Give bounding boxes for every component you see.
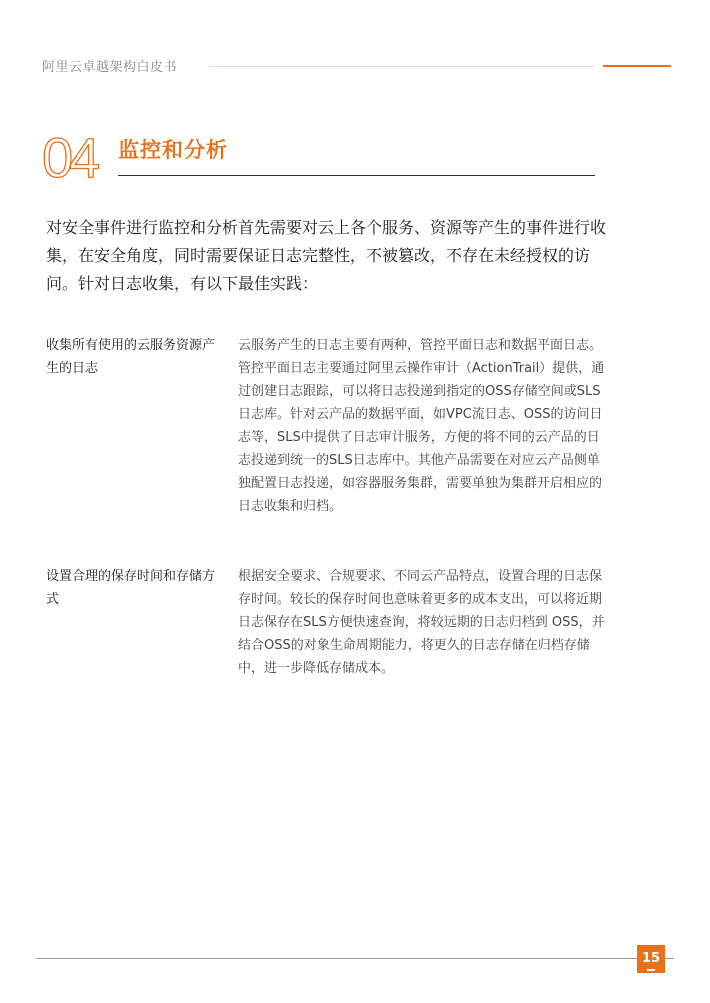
intro-paragraph: 对安全事件进行监控和分析首先需要对云上各个服务、资源等产生的事件进行收集，在安全角度，同时需要保证日志完整性，不被篡改，不存在未经授权的访问。针对日志收集，有以下最佳实践： xyxy=(46,218,607,293)
section-title-underline xyxy=(118,175,595,176)
practice-description: 云服务产生的日志主要有两种，管控平面日志和数据平面日志。管控平面日志主要通过阿里云操作审计（ActionTrail）提供，通过创建日志跟踪，可以将日志投递到指定的OSS存储空间或SLS日志库。针对云产品的数据平面，如VPC流日志、OSS的访问日志等，SLS中提供了日志审计服务，方便的将不同的云产品的日志投递到统一的SLS日志库中。其他产品需要在对应云产品侧单独配置日志投递，如容器服务集群，需要单独为集群开启相应的日志收集和归档。 xyxy=(238,338,605,514)
practice-label: 设置合理的保存时间和存储方式 xyxy=(46,569,216,607)
footer-divider xyxy=(36,958,674,959)
section-number-text: 04 xyxy=(42,131,97,181)
practice-description: 根据安全要求、合规要求、不同云产品特点，设置合理的日志保存时间。较长的保存时间也意味着更多的成本支出，可以将近期日志保存在SLS方便快速查询，将较远期的日志归档到 OSS，并结合OSS的对象生命周期能力，将更久的日志存储在归档存储中，进一步降低存储成本。 xyxy=(238,569,605,676)
section-number-graphic xyxy=(42,131,104,181)
document-header-title: 阿里云卓越架构白皮书 xyxy=(42,60,178,75)
page-number-badge: 15 xyxy=(637,945,665,973)
section-title: 监控和分析 xyxy=(118,138,228,162)
header-divider xyxy=(210,66,595,67)
header-accent-divider xyxy=(603,65,671,67)
practice-label: 收集所有使用的云服务资源产生的日志 xyxy=(46,338,216,376)
page-number-underline xyxy=(647,969,655,971)
